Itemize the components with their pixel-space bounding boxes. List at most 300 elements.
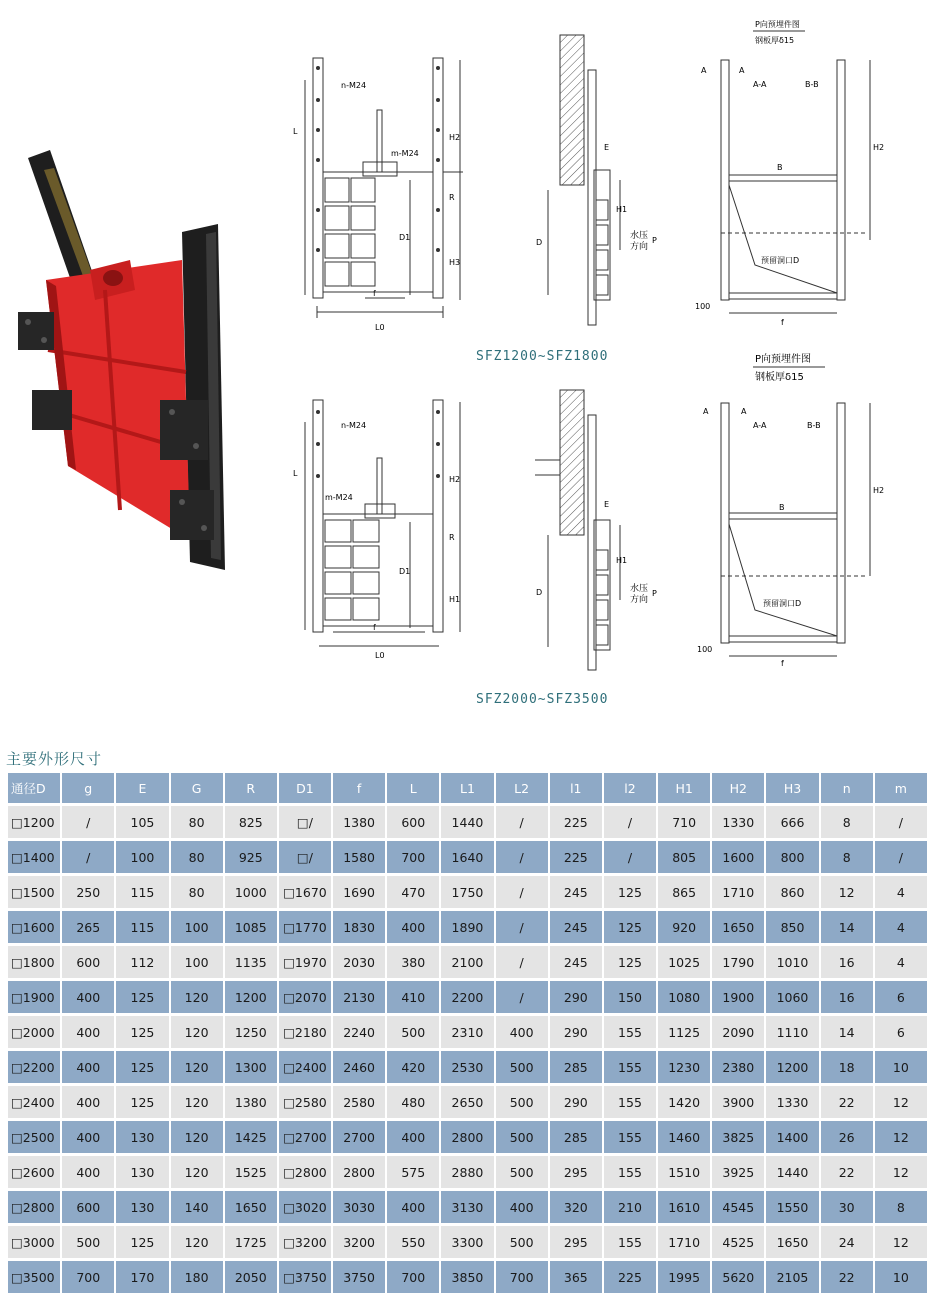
table-cell: 420 <box>387 1051 439 1086</box>
table-cell: □/ <box>279 806 331 841</box>
table-cell: 1440 <box>441 806 493 841</box>
f-label-embed-top: f <box>781 318 784 327</box>
table-cell: 100 <box>171 911 223 946</box>
table-cell: 1380 <box>333 806 385 841</box>
table-cell: 112 <box>116 946 168 981</box>
table-cell: 100 <box>171 946 223 981</box>
column-header: G <box>171 773 223 806</box>
column-header: l1 <box>550 773 602 806</box>
side-view-top <box>530 30 670 330</box>
table-cell: 125 <box>604 876 656 911</box>
a-label-left-bottom: A <box>703 407 709 416</box>
table-cell: 1000 <box>225 876 277 911</box>
table-cell: 1830 <box>333 911 385 946</box>
table-cell: / <box>496 806 548 841</box>
table-cell: □3750 <box>279 1261 331 1296</box>
table-cell: / <box>62 841 114 876</box>
table-cell: 1600 <box>712 841 764 876</box>
table-cell: 1650 <box>766 1226 818 1261</box>
table-cell: 155 <box>604 1226 656 1261</box>
table-cell: 3925 <box>712 1156 764 1191</box>
caption-top: SFZ1200~SFZ1800 <box>476 349 609 364</box>
e-label-bottom: E <box>604 500 610 509</box>
embed-title-bottom: P向预埋件图 <box>755 354 812 365</box>
h1-label-bottom: H1 <box>449 595 461 604</box>
table-cell: 100 <box>116 841 168 876</box>
table-cell: 290 <box>550 1016 602 1051</box>
f-label-bottom: f <box>373 623 376 632</box>
aa-label-bottom: A-A <box>753 421 767 430</box>
table-cell: 2200 <box>441 981 493 1016</box>
table-cell: 120 <box>171 1156 223 1191</box>
table-cell: 1085 <box>225 911 277 946</box>
table-cell: □1600 <box>8 911 60 946</box>
table-cell: 4 <box>875 876 927 911</box>
table-row <box>8 981 927 1016</box>
table-cell: 380 <box>387 946 439 981</box>
h3-label-top: H3 <box>449 258 461 267</box>
table-cell: 1125 <box>658 1016 710 1051</box>
caption-bottom: SFZ2000~SFZ3500 <box>476 692 609 707</box>
table-header-row <box>8 773 927 806</box>
table-cell: 6 <box>875 981 927 1016</box>
table-cell: 3750 <box>333 1261 385 1296</box>
table-cell: 400 <box>62 1016 114 1051</box>
table-cell: 26 <box>821 1121 873 1156</box>
direction-label-bottom: 方向 <box>630 595 649 605</box>
table-cell: 865 <box>658 876 710 911</box>
d1-label-top: D1 <box>399 233 411 242</box>
table-cell: 120 <box>171 981 223 1016</box>
table-cell: □1970 <box>279 946 331 981</box>
table-cell: 245 <box>550 911 602 946</box>
table-cell: 265 <box>62 911 114 946</box>
water-pressure-label-top: 水压 <box>630 231 649 241</box>
table-cell: 1060 <box>766 981 818 1016</box>
table-cell: 4525 <box>712 1226 764 1261</box>
table-cell: 470 <box>387 876 439 911</box>
table-cell: / <box>496 981 548 1016</box>
table-row <box>8 1156 927 1191</box>
table-cell: 285 <box>550 1121 602 1156</box>
column-header: n <box>821 773 873 806</box>
table-cell: 180 <box>171 1261 223 1296</box>
table-cell: 500 <box>496 1051 548 1086</box>
table-cell: 2310 <box>441 1016 493 1051</box>
column-header: g <box>62 773 114 806</box>
table-cell: 1460 <box>658 1121 710 1156</box>
table-cell: 12 <box>821 876 873 911</box>
table-cell: 805 <box>658 841 710 876</box>
table-body <box>8 806 927 1296</box>
table-cell: □1800 <box>8 946 60 981</box>
table-cell: 120 <box>171 1086 223 1121</box>
table-cell: □/ <box>279 841 331 876</box>
table-cell: 12 <box>875 1121 927 1156</box>
table-cell: 2130 <box>333 981 385 1016</box>
table-row <box>8 1086 927 1121</box>
table-cell: 320 <box>550 1191 602 1226</box>
r-label-top: R <box>449 193 455 202</box>
table-cell: 16 <box>821 946 873 981</box>
table-cell: 1650 <box>225 1191 277 1226</box>
table-cell: 1400 <box>766 1121 818 1156</box>
water-pressure-label-bottom: 水压 <box>630 584 649 594</box>
table-cell: 1900 <box>712 981 764 1016</box>
table-cell: 295 <box>550 1226 602 1261</box>
table-cell: 80 <box>171 841 223 876</box>
h2-label-embed-top: H2 <box>873 143 885 152</box>
table-cell: 1890 <box>441 911 493 946</box>
table-cell: □2070 <box>279 981 331 1016</box>
table-cell: 400 <box>62 1156 114 1191</box>
table-cell: 1330 <box>712 806 764 841</box>
table-cell: 500 <box>496 1121 548 1156</box>
table-cell: / <box>604 841 656 876</box>
table-cell: 290 <box>550 981 602 1016</box>
table-cell: 925 <box>225 841 277 876</box>
column-header: H2 <box>712 773 764 806</box>
table-cell: 12 <box>875 1086 927 1121</box>
table-cell: 400 <box>62 1086 114 1121</box>
table-cell: 1110 <box>766 1016 818 1051</box>
table-cell: 150 <box>604 981 656 1016</box>
n-bolt-label-bottom: n-M24 <box>341 421 367 430</box>
table-cell: 1420 <box>658 1086 710 1121</box>
table-row <box>8 841 927 876</box>
table-cell: 400 <box>62 981 114 1016</box>
column-header: L1 <box>441 773 493 806</box>
h1-label-side-bottom: H1 <box>616 556 628 565</box>
table-cell: 365 <box>550 1261 602 1296</box>
table-cell: 120 <box>171 1051 223 1086</box>
table-cell: 1690 <box>333 876 385 911</box>
table-cell: 155 <box>604 1051 656 1086</box>
gate-photo <box>10 150 235 580</box>
table-cell: 1640 <box>441 841 493 876</box>
bb-label-bottom: B-B <box>807 421 821 430</box>
table-row <box>8 806 927 841</box>
embed-view-top <box>695 15 895 335</box>
table-cell: / <box>62 806 114 841</box>
table-cell: 125 <box>116 1226 168 1261</box>
embed-subtitle-top: 钢板厚δ15 <box>755 36 795 45</box>
table-row <box>8 1121 927 1156</box>
table-cell: 2880 <box>441 1156 493 1191</box>
front-view-top <box>285 50 465 340</box>
table-cell: 125 <box>116 1016 168 1051</box>
embed-view-bottom <box>695 348 895 668</box>
table-cell: 1440 <box>766 1156 818 1191</box>
table-cell: □1400 <box>8 841 60 876</box>
table-cell: 125 <box>604 946 656 981</box>
table-row <box>8 946 927 981</box>
f-label-embed-bottom: f <box>781 659 784 668</box>
table-cell: 500 <box>496 1226 548 1261</box>
l-label-top: L <box>293 127 298 136</box>
table-row <box>8 911 927 946</box>
table-cell: 120 <box>171 1226 223 1261</box>
table-cell: 1135 <box>225 946 277 981</box>
table-cell: 5620 <box>712 1261 764 1296</box>
table-cell: 24 <box>821 1226 873 1261</box>
table-cell: 500 <box>496 1086 548 1121</box>
column-header: H3 <box>766 773 818 806</box>
table-cell: 1610 <box>658 1191 710 1226</box>
table-cell: / <box>496 876 548 911</box>
table-row <box>8 1226 927 1261</box>
table-cell: 120 <box>171 1016 223 1051</box>
table-cell: 2800 <box>441 1121 493 1156</box>
table-cell: 860 <box>766 876 818 911</box>
table-cell: 130 <box>116 1156 168 1191</box>
m-bolt-label-bottom: m-M24 <box>325 493 353 502</box>
table-cell: 575 <box>387 1156 439 1191</box>
f-label-top: f <box>373 289 376 298</box>
table-cell: □2400 <box>8 1086 60 1121</box>
table-cell: / <box>496 946 548 981</box>
column-header: H1 <box>658 773 710 806</box>
table-cell: 80 <box>171 806 223 841</box>
table-cell: 1230 <box>658 1051 710 1086</box>
table-cell: 3200 <box>333 1226 385 1261</box>
d100-label-bottom: 100 <box>697 645 713 654</box>
table-cell: 700 <box>387 1261 439 1296</box>
h2-label-embed-bottom: H2 <box>873 486 885 495</box>
table-cell: 400 <box>496 1016 548 1051</box>
table-cell: / <box>604 806 656 841</box>
table-cell: 2100 <box>441 946 493 981</box>
table-cell: □3020 <box>279 1191 331 1226</box>
table-cell: 2700 <box>333 1121 385 1156</box>
table-cell: 225 <box>604 1261 656 1296</box>
a-label-right-bottom: A <box>741 407 747 416</box>
table-cell: 1380 <box>225 1086 277 1121</box>
table-cell: 120 <box>171 1121 223 1156</box>
table-cell: 500 <box>496 1156 548 1191</box>
table-cell: 410 <box>387 981 439 1016</box>
reserved-hole-label-bottom: 预留洞口D <box>763 599 802 608</box>
column-header: E <box>116 773 168 806</box>
table-cell: 400 <box>62 1051 114 1086</box>
table-cell: 125 <box>116 981 168 1016</box>
d-label-bottom: D <box>536 588 543 597</box>
l-label-bottom: L <box>293 469 298 478</box>
embed-subtitle-bottom: 钢板厚δ15 <box>755 372 804 383</box>
table-cell: 2030 <box>333 946 385 981</box>
table-cell: □2800 <box>8 1191 60 1226</box>
table-cell: □1500 <box>8 876 60 911</box>
table-cell: 666 <box>766 806 818 841</box>
d100-label-top: 100 <box>695 302 711 311</box>
table-cell: 18 <box>821 1051 873 1086</box>
table-cell: 1725 <box>225 1226 277 1261</box>
table-cell: 480 <box>387 1086 439 1121</box>
table-cell: 2800 <box>333 1156 385 1191</box>
column-header: R <box>225 773 277 806</box>
table-cell: 2530 <box>441 1051 493 1086</box>
table-cell: 210 <box>604 1191 656 1226</box>
table-cell: 2460 <box>333 1051 385 1086</box>
table-cell: □2580 <box>279 1086 331 1121</box>
table-cell: 1995 <box>658 1261 710 1296</box>
column-header: L2 <box>496 773 548 806</box>
r-label-bottom: R <box>449 533 455 542</box>
table-cell: □2200 <box>8 1051 60 1086</box>
table-cell: □2700 <box>279 1121 331 1156</box>
b-label-top: B <box>777 163 783 172</box>
table-cell: 115 <box>116 876 168 911</box>
table-cell: 12 <box>875 1156 927 1191</box>
table-cell: 155 <box>604 1121 656 1156</box>
table-cell: 225 <box>550 841 602 876</box>
table-cell: 12 <box>875 1226 927 1261</box>
table-row <box>8 876 927 911</box>
table-cell: □2500 <box>8 1121 60 1156</box>
table-cell: □2600 <box>8 1156 60 1191</box>
table-cell: 130 <box>116 1191 168 1226</box>
table-cell: □2000 <box>8 1016 60 1051</box>
table-cell: 245 <box>550 946 602 981</box>
column-header: 通径D <box>8 773 60 806</box>
table-cell: 10 <box>875 1051 927 1086</box>
table-cell: 1250 <box>225 1016 277 1051</box>
table-cell: 115 <box>116 911 168 946</box>
n-bolt-label-top: n-M24 <box>341 81 367 90</box>
table-cell: 600 <box>387 806 439 841</box>
table-cell: 400 <box>387 911 439 946</box>
table-cell: 105 <box>116 806 168 841</box>
table-cell: 1425 <box>225 1121 277 1156</box>
table-cell: 295 <box>550 1156 602 1191</box>
table-cell: 600 <box>62 946 114 981</box>
table-cell: 14 <box>821 911 873 946</box>
table-cell: 920 <box>658 911 710 946</box>
table-cell: 1025 <box>658 946 710 981</box>
table-cell: 16 <box>821 981 873 1016</box>
table-cell: 800 <box>766 841 818 876</box>
table-cell: 1650 <box>712 911 764 946</box>
table-cell: 22 <box>821 1261 873 1296</box>
column-header: D1 <box>279 773 331 806</box>
table-cell: □3500 <box>8 1261 60 1296</box>
table-cell: 2050 <box>225 1261 277 1296</box>
table-cell: 30 <box>821 1191 873 1226</box>
table-cell: 155 <box>604 1156 656 1191</box>
column-header: l2 <box>604 773 656 806</box>
d-label-top: D <box>536 238 543 247</box>
table-cell: 700 <box>387 841 439 876</box>
front-view-bottom <box>285 392 465 672</box>
l0-label-top: L0 <box>375 323 385 332</box>
bb-label-top: B-B <box>805 80 819 89</box>
table-cell: 245 <box>550 876 602 911</box>
table-cell: 155 <box>604 1086 656 1121</box>
table-cell: 1080 <box>658 981 710 1016</box>
table-cell: 80 <box>171 876 223 911</box>
table-cell: 4 <box>875 946 927 981</box>
a-label-left-top: A <box>701 66 707 75</box>
table-cell: 3825 <box>712 1121 764 1156</box>
table-cell: 8 <box>821 806 873 841</box>
table-cell: 1580 <box>333 841 385 876</box>
side-view-bottom <box>530 385 670 675</box>
table-cell: 400 <box>387 1121 439 1156</box>
table-cell: 700 <box>496 1261 548 1296</box>
table-cell: 1550 <box>766 1191 818 1226</box>
table-cell: 3130 <box>441 1191 493 1226</box>
table-cell: / <box>875 841 927 876</box>
table-cell: 130 <box>116 1121 168 1156</box>
table-cell: □2800 <box>279 1156 331 1191</box>
table-cell: 8 <box>821 841 873 876</box>
aa-label-top: A-A <box>753 80 767 89</box>
table-cell: 10 <box>875 1261 927 1296</box>
table-cell: 400 <box>387 1191 439 1226</box>
table-cell: □2180 <box>279 1016 331 1051</box>
p-label-bottom: P <box>652 589 657 598</box>
a-label-right-top: A <box>739 66 745 75</box>
h1-label-top: H1 <box>616 205 628 214</box>
table-cell: □3200 <box>279 1226 331 1261</box>
table-cell: 285 <box>550 1051 602 1086</box>
table-cell: / <box>875 806 927 841</box>
table-cell: 2380 <box>712 1051 764 1086</box>
table-cell: 1510 <box>658 1156 710 1191</box>
table-cell: / <box>496 911 548 946</box>
table-cell: 1710 <box>712 876 764 911</box>
table-cell: 1200 <box>225 981 277 1016</box>
table-cell: □1770 <box>279 911 331 946</box>
e-label-top: E <box>604 143 610 152</box>
table-cell: 850 <box>766 911 818 946</box>
table-cell: 2650 <box>441 1086 493 1121</box>
h2-label-top: H2 <box>449 133 461 142</box>
table-cell: 140 <box>171 1191 223 1226</box>
table-cell: 2090 <box>712 1016 764 1051</box>
table-cell: 2240 <box>333 1016 385 1051</box>
table-cell: 825 <box>225 806 277 841</box>
table-cell: 710 <box>658 806 710 841</box>
m-bolt-label-top: m-M24 <box>391 149 419 158</box>
column-header: L <box>387 773 439 806</box>
table-cell: 1710 <box>658 1226 710 1261</box>
spec-table <box>6 773 929 1296</box>
table-cell: 290 <box>550 1086 602 1121</box>
table-cell: □1200 <box>8 806 60 841</box>
embed-title-top: P向预埋件图 <box>755 20 800 29</box>
table-cell: 700 <box>62 1261 114 1296</box>
table-cell: 22 <box>821 1156 873 1191</box>
table-cell: □2400 <box>279 1051 331 1086</box>
table-cell: 14 <box>821 1016 873 1051</box>
table-cell: □1670 <box>279 876 331 911</box>
h2-label-bottom: H2 <box>449 475 461 484</box>
table-cell: 3900 <box>712 1086 764 1121</box>
table-cell: 1010 <box>766 946 818 981</box>
table-cell: 1330 <box>766 1086 818 1121</box>
table-cell: 3850 <box>441 1261 493 1296</box>
table-cell: 1525 <box>225 1156 277 1191</box>
table-cell: □3000 <box>8 1226 60 1261</box>
table-cell: 500 <box>62 1226 114 1261</box>
table-cell: 400 <box>62 1121 114 1156</box>
table-cell: / <box>496 841 548 876</box>
table-cell: 1200 <box>766 1051 818 1086</box>
table-cell: 225 <box>550 806 602 841</box>
section-title: 主要外形尺寸 <box>6 750 103 768</box>
table-cell: 1790 <box>712 946 764 981</box>
